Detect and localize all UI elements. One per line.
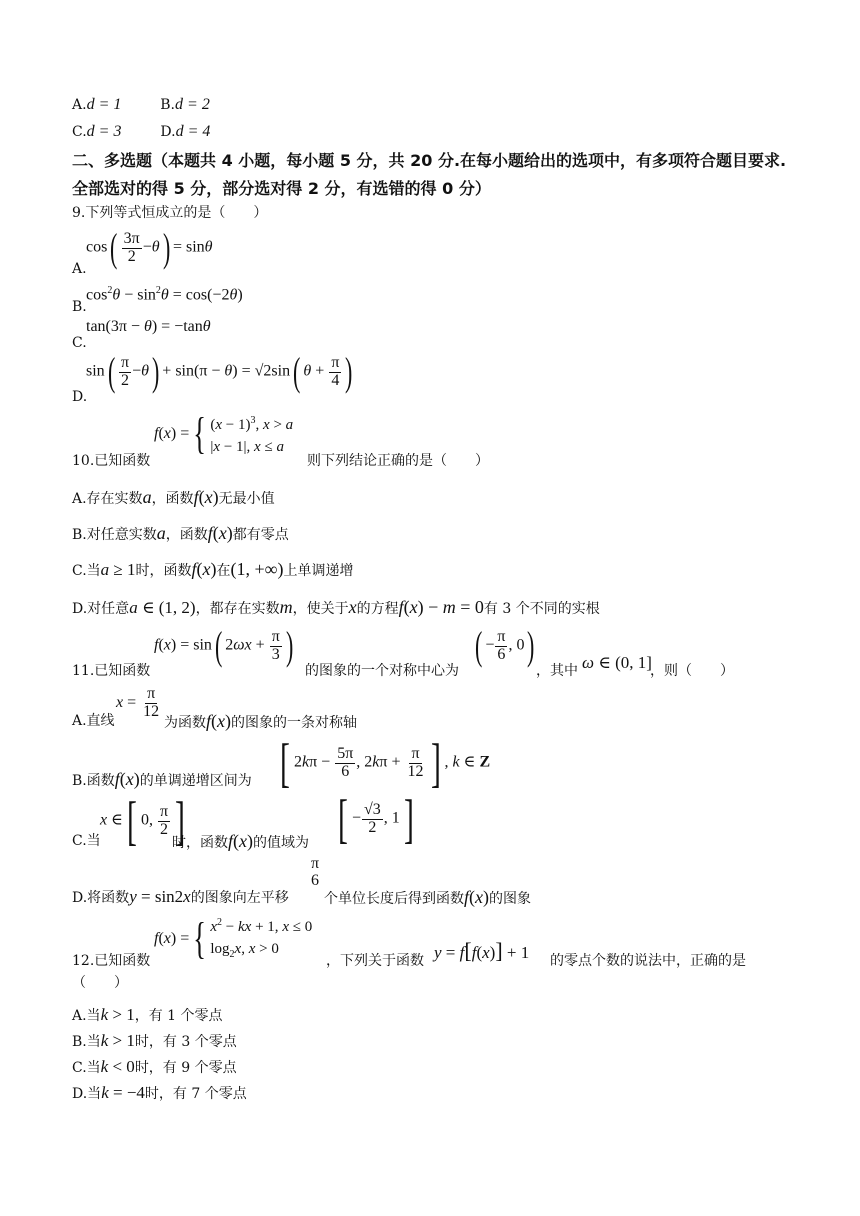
q10-b-t1: B.对任意实数 <box>72 527 157 543</box>
q11-d-t2: 的图象向左平移 <box>190 890 289 906</box>
q11-stem-suffix: ，则（ ） <box>650 663 734 679</box>
q11-a-t3: 的图象的一条对称轴 <box>231 715 358 731</box>
q10-d-t2: ，都存在实数 <box>195 601 280 617</box>
q12-d-t2: 时，有 7 个零点 <box>144 1086 247 1102</box>
q10-d-t1: D.对任意 <box>72 601 130 617</box>
q9-option-b-expr: $\cos^2\theta - \sin^2\theta = \cos(-2\theta)$ <box>86 285 243 304</box>
q11-d-t1: D.将函数 <box>72 890 130 906</box>
q9-option-a-expr: cos( $\frac{3\pi}{2}$ −θ) = sinθ <box>86 225 213 270</box>
q8-option-c-label: C. <box>72 124 87 140</box>
q10-c-t3: 在 <box>216 563 231 579</box>
exam-page: A.d = 1 B.d = 2 C.d = 3 D.d = 4 二、多选题（本题共 4 小题，每小题 5 分，共 20 分.在每小题给出的选项中，有多项符合题目要求.全部选对的得 5 分，部分选对得 2 分，有选错的得 0 分） 9.下列等式恒成立的是（ ） A. cos( $\frac{3\pi}{2}$ −θ) = sinθ B. $\cos^2\theta - \sin^2\theta = \cos(-2\theta)$ C. tan(3π − θ) = −tanθ D. sin( $\frac{\pi}{2}$ −θ) + sin(π − θ) = √2sin( θ + $\frac{\pi}{4}$ ) 10.已知函数 f ( x ) = { $(x - 1)^3$, x > a |x − 1|, x ≤ a 则下列结论正确的是（ ） A.存在实数a，函数f(x)无最小值 B.对任意实数a，函数f(x)都有零点 C.当a ≥ 1时，函数f(x)在(1, +∞)上单调递增 D.对任意a ∈ (1, 2)，都存在实数m，使关于x的方程f(x) − m = 0有 3 个不同的实根 11.已知函数 f(x) = sin( 2ωx + $\frac{\pi}{3}$ ) 的图象的一个对称中心为 ( − $\frac{\pi}{6}$ , 0) ，其中 ω ∈ (0, 1] ，则（ ） A.直线 x = $\frac{\pi}{12}$ 为函数f(x)的图象的一条对称轴 B.函数f(x)的单调递增区间为 [ 2kπ − $\frac{5\pi}{6}$ , 2kπ + $\frac{\pi}{12}$ ] , k ∈ Z C.当 x ∈[ 0, $\frac{\pi}{2}$ ] 时，函数f(x)的值域为 [ − $\frac{√3}{2}$ , 1] D.将函数y = sin2x的图象向左平移 π 6 个单位长度后得到函数f(x)的图象 12.已知函数 f ( x ) = { $x^2$ − kx + 1, x ≤ 0 $\log_2x$, x > 0 ，下列关于函数 y = f[f(x)] + 1 的零点个数的说法中，正确的是 （ ） A.当k > 1，有 1 个零点 B.当k > 1时，有 3 个零点 C.当k < 0时，有 9 个零点 D.当k = −4时，有 7 个零点 <box>0 0 860 1216</box>
q12-c-t2: 时，有 9 个零点 <box>134 1060 237 1076</box>
q12-stem-paren: （ ） <box>72 975 128 991</box>
q11-b-interval: [ 2kπ − $\frac{5\pi}{6}$ , 2kπ + $\frac{\pi}{12}$ ] , k ∈ Z <box>280 733 491 793</box>
q8-option-d-expr: d = 4 <box>175 123 211 140</box>
q11-c-domain: x ∈[ 0, $\frac{\pi}{2}$ ] <box>100 791 185 851</box>
q12-c-t1: C.当 <box>72 1060 101 1076</box>
q9-stem: 9.下列等式恒成立的是（ ） <box>72 205 268 221</box>
q8-option-d-label: D. <box>160 124 176 140</box>
q9-option-a-label: A. <box>72 261 87 277</box>
q10-c-t4: 上单调递增 <box>283 563 354 579</box>
q12-stem-mid: ，下列关于函数 <box>326 953 424 969</box>
q8-option-a-label: A. <box>72 97 87 113</box>
q10-piecewise-function: f ( x ) = { $(x - 1)^3$, x > a |x − 1|, x ≤ a <box>154 409 294 458</box>
q12-b-t2: 时，有 3 个零点 <box>134 1034 237 1050</box>
q11-function-expr: f(x) = sin( 2ωx + $\frac{\pi}{3}$ ) <box>154 623 294 668</box>
q10-c-t2: 时，函数 <box>135 563 192 579</box>
q8-option-b-expr: d = 2 <box>175 96 210 113</box>
q11-omega-range: ω ∈ (0, 1] <box>582 653 652 672</box>
q8-option-row-cd <box>72 123 210 141</box>
q10-d-t5: 有 3 个不同的实根 <box>483 601 600 617</box>
q11-d-t4: 的图象 <box>489 891 532 907</box>
q11-a-t2: 为函数 <box>164 715 206 731</box>
q12-a-t2: ，有 1 个零点 <box>134 1008 223 1024</box>
q8-option-row-ab <box>72 96 210 114</box>
q12-stem-prefix: 12.已知函数 <box>72 953 151 969</box>
q11-d-shift-fraction: π 6 <box>311 855 320 889</box>
q12-stem <box>72 912 792 972</box>
q11-stem-prefix: 11.已知函数 <box>72 663 151 679</box>
q9-option-d-expr: sin( $\frac{\pi}{2}$ −θ) + sin(π − θ) = √2sin( θ + $\frac{\pi}{4}$ ) <box>86 349 353 394</box>
q10-stem <box>72 410 792 470</box>
q11-b-t1: B.函数 <box>72 773 115 789</box>
q12-a-t1: A.当 <box>72 1008 101 1024</box>
q10-b-t3: 都有零点 <box>232 527 289 543</box>
q11-d-t3: 个单位长度后得到函数 <box>324 891 464 907</box>
q10-d-t3: ，使关于 <box>292 601 349 617</box>
q8-option-a-expr: d = 1 <box>86 96 122 113</box>
q9-option-c-expr: tan(3π − θ) = −tanθ <box>86 318 211 335</box>
q10-stem-prefix: 10.已知函数 <box>72 453 151 469</box>
q11-a-line-expr: x = $\frac{\pi}{12}$ <box>116 685 160 720</box>
q12-composite-expr: y = f[f(x)] + 1 <box>434 938 530 963</box>
q12-b-t1: B.当 <box>72 1034 101 1050</box>
q11-c-range: [ − $\frac{√3}{2}$ , 1] <box>338 789 414 849</box>
q10-c-t1: C.当 <box>72 563 101 579</box>
q8-option-b-label: B. <box>160 97 176 113</box>
q11-c-t2: 时，函数 <box>172 835 228 851</box>
q9-option-c-label: C. <box>72 335 87 351</box>
q12-piecewise-function: f ( x ) = { $x^2$ − kx + 1, x ≤ 0 $\log_2x$, x > 0 <box>154 914 313 963</box>
q8-option-c-expr: d = 3 <box>86 123 122 140</box>
q10-a-t2: ，函数 <box>151 491 194 507</box>
q10-a-t1: A.存在实数 <box>72 491 143 507</box>
q11-stem-mid: 的图象的一个对称中心为 <box>305 663 459 679</box>
q11-center-point: ( − $\frac{\pi}{6}$ , 0) <box>474 623 535 668</box>
q11-a-t1: A.直线 <box>72 713 115 729</box>
q12-d-t1: D.当 <box>72 1086 102 1102</box>
q10-stem-suffix: 则下列结论正确的是（ ） <box>307 453 489 469</box>
q11-b-t2: 的单调递增区间为 <box>139 773 252 789</box>
section-heading-multi-choice: 二、多选题（本题共 4 小题，每小题 5 分，共 20 分.在每小题给出的选项中，有多项符合题目要求.全部选对的得 5 分，部分选对得 2 分，有选错的得 0 分） <box>72 151 787 198</box>
q10-b-t2: ，函数 <box>165 527 208 543</box>
q11-c-t1: C.当 <box>72 833 101 849</box>
q10-d-t4: 的方程 <box>356 601 399 617</box>
q10-a-t3: 无最小值 <box>218 491 275 507</box>
q11-stem-mid2: ，其中 <box>536 663 578 679</box>
q9-option-b-label: B. <box>72 299 87 315</box>
q11-c-t3: 的值域为 <box>253 835 310 851</box>
q12-stem-suffix: 的零点个数的说法中，正确的是 <box>550 953 746 969</box>
q11-stem <box>72 624 792 680</box>
q9-option-d-label: D. <box>72 389 88 405</box>
